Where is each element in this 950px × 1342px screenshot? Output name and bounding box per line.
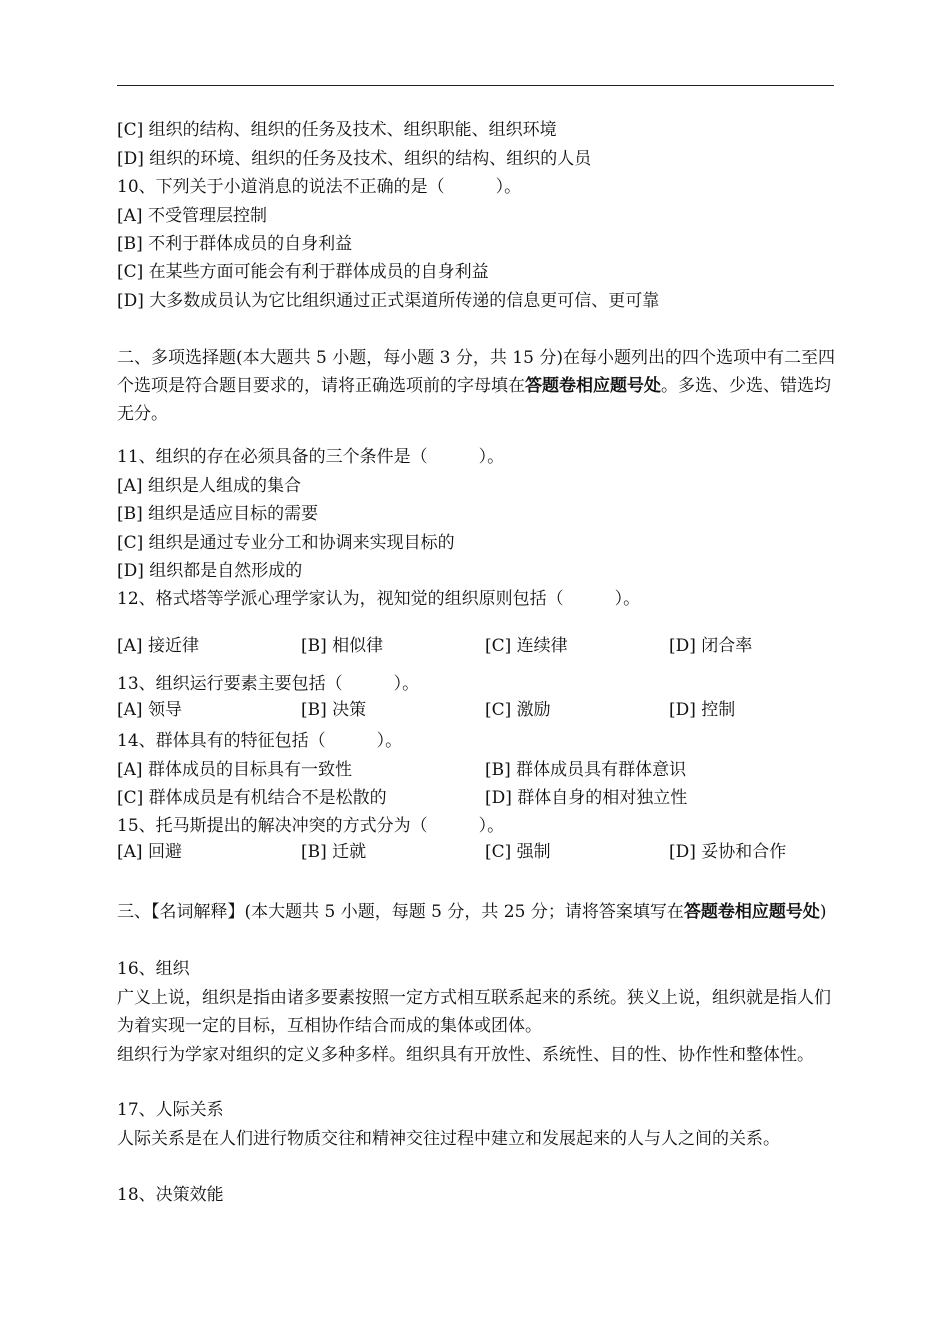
q14-option-d: [D] 群体自身的相对独立性 [485,788,688,808]
q14-stem: 14、群体具有的特征包括（ ）。 [117,731,403,751]
q12-option-b: [B] 相似律 [301,636,384,656]
q16-title: 16、组织 [117,959,190,979]
q10-stem: 10、下列关于小道消息的说法不正确的是（ ）。 [117,177,522,197]
q16-answer-p1: 广义上说，组织是指由诸多要素按照一定方式相互联系起来的系统。狭义上说，组织就是指人们为着实现一定的目标，互相协作结合而成的集体或团体。 [117,988,831,1036]
q12-option-d: [D] 闭合率 [669,636,753,656]
q18-title: 18、决策效能 [117,1185,224,1205]
q17-title: 17、人际关系 [117,1100,224,1120]
q11-option-c: [C] 组织是通过专业分工和协调来实现目标的 [117,533,455,553]
q10-option-a: [A] 不受管理层控制 [117,206,267,226]
q15-stem: 15、托马斯提出的解决冲突的方式分为（ ）。 [117,816,505,836]
q14-option-c: [C] 群体成员是有机结合不是松散的 [117,788,387,808]
q15-option-a: [A] 回避 [117,842,182,862]
q12-stem: 12、格式塔等学派心理学家认为，视知觉的组织原则包括（ ）。 [117,589,641,609]
q13-option-d: [D] 控制 [669,700,736,720]
header-rule [117,85,834,86]
q10-option-d: [D] 大多数成员认为它比组织通过正式渠道所传递的信息更可信、更可靠 [117,291,660,311]
section2-heading: 二、多项选择题(本大题共 5 小题，每小题 3 分，共 15 分)在每小题列出的四个选项中有二至四个选项是符合题目要求的，请将正确选项前的字母填在答题卷相应题号处。多选、少选、错选均无分。 [117,348,835,424]
q10-option-c: [C] 在某些方面可能会有利于群体成员的自身利益 [117,262,489,282]
q13-option-c: [C] 激励 [485,700,551,720]
q9-option-d: [D] 组织的环境、组织的任务及技术、组织的结构、组织的人员 [117,149,592,169]
q15-option-c: [C] 强制 [485,842,551,862]
q14-option-a: [A] 群体成员的目标具有一致性 [117,760,352,780]
q11-option-a: [A] 组织是人组成的集合 [117,476,301,496]
q17-answer-p1: 人际关系是在人们进行物质交往和精神交往过程中建立和发展起来的人与人之间的关系。 [117,1129,780,1149]
q13-option-b: [B] 决策 [301,700,367,720]
q16-answer-p2: 组织行为学家对组织的定义多种多样。组织具有开放性、系统性、目的性、协作性和整体性。 [117,1045,814,1065]
q11-stem: 11、组织的存在必须具备的三个条件是（ ）。 [117,447,505,467]
section3-heading: 三、【名词解释】(本大题共 5 小题，每题 5 分，共 25 分；请将答案填写在答题卷相应题号处) [117,902,827,922]
q13-option-a: [A] 领导 [117,700,182,720]
q12-option-c: [C] 连续律 [485,636,568,656]
q12-option-a: [A] 接近律 [117,636,199,656]
q10-option-b: [B] 不利于群体成员的自身利益 [117,234,353,254]
q9-option-c: [C] 组织的结构、组织的任务及技术、组织职能、组织环境 [117,120,557,140]
q14-option-b: [B] 群体成员具有群体意识 [485,760,687,780]
q11-option-b: [B] 组织是适应目标的需要 [117,504,319,524]
q15-option-d: [D] 妥协和合作 [669,842,787,862]
q15-option-b: [B] 迁就 [301,842,367,862]
q11-option-d: [D] 组织都是自然形成的 [117,561,303,581]
q13-stem: 13、组织运行要素主要包括（ ）。 [117,674,420,694]
